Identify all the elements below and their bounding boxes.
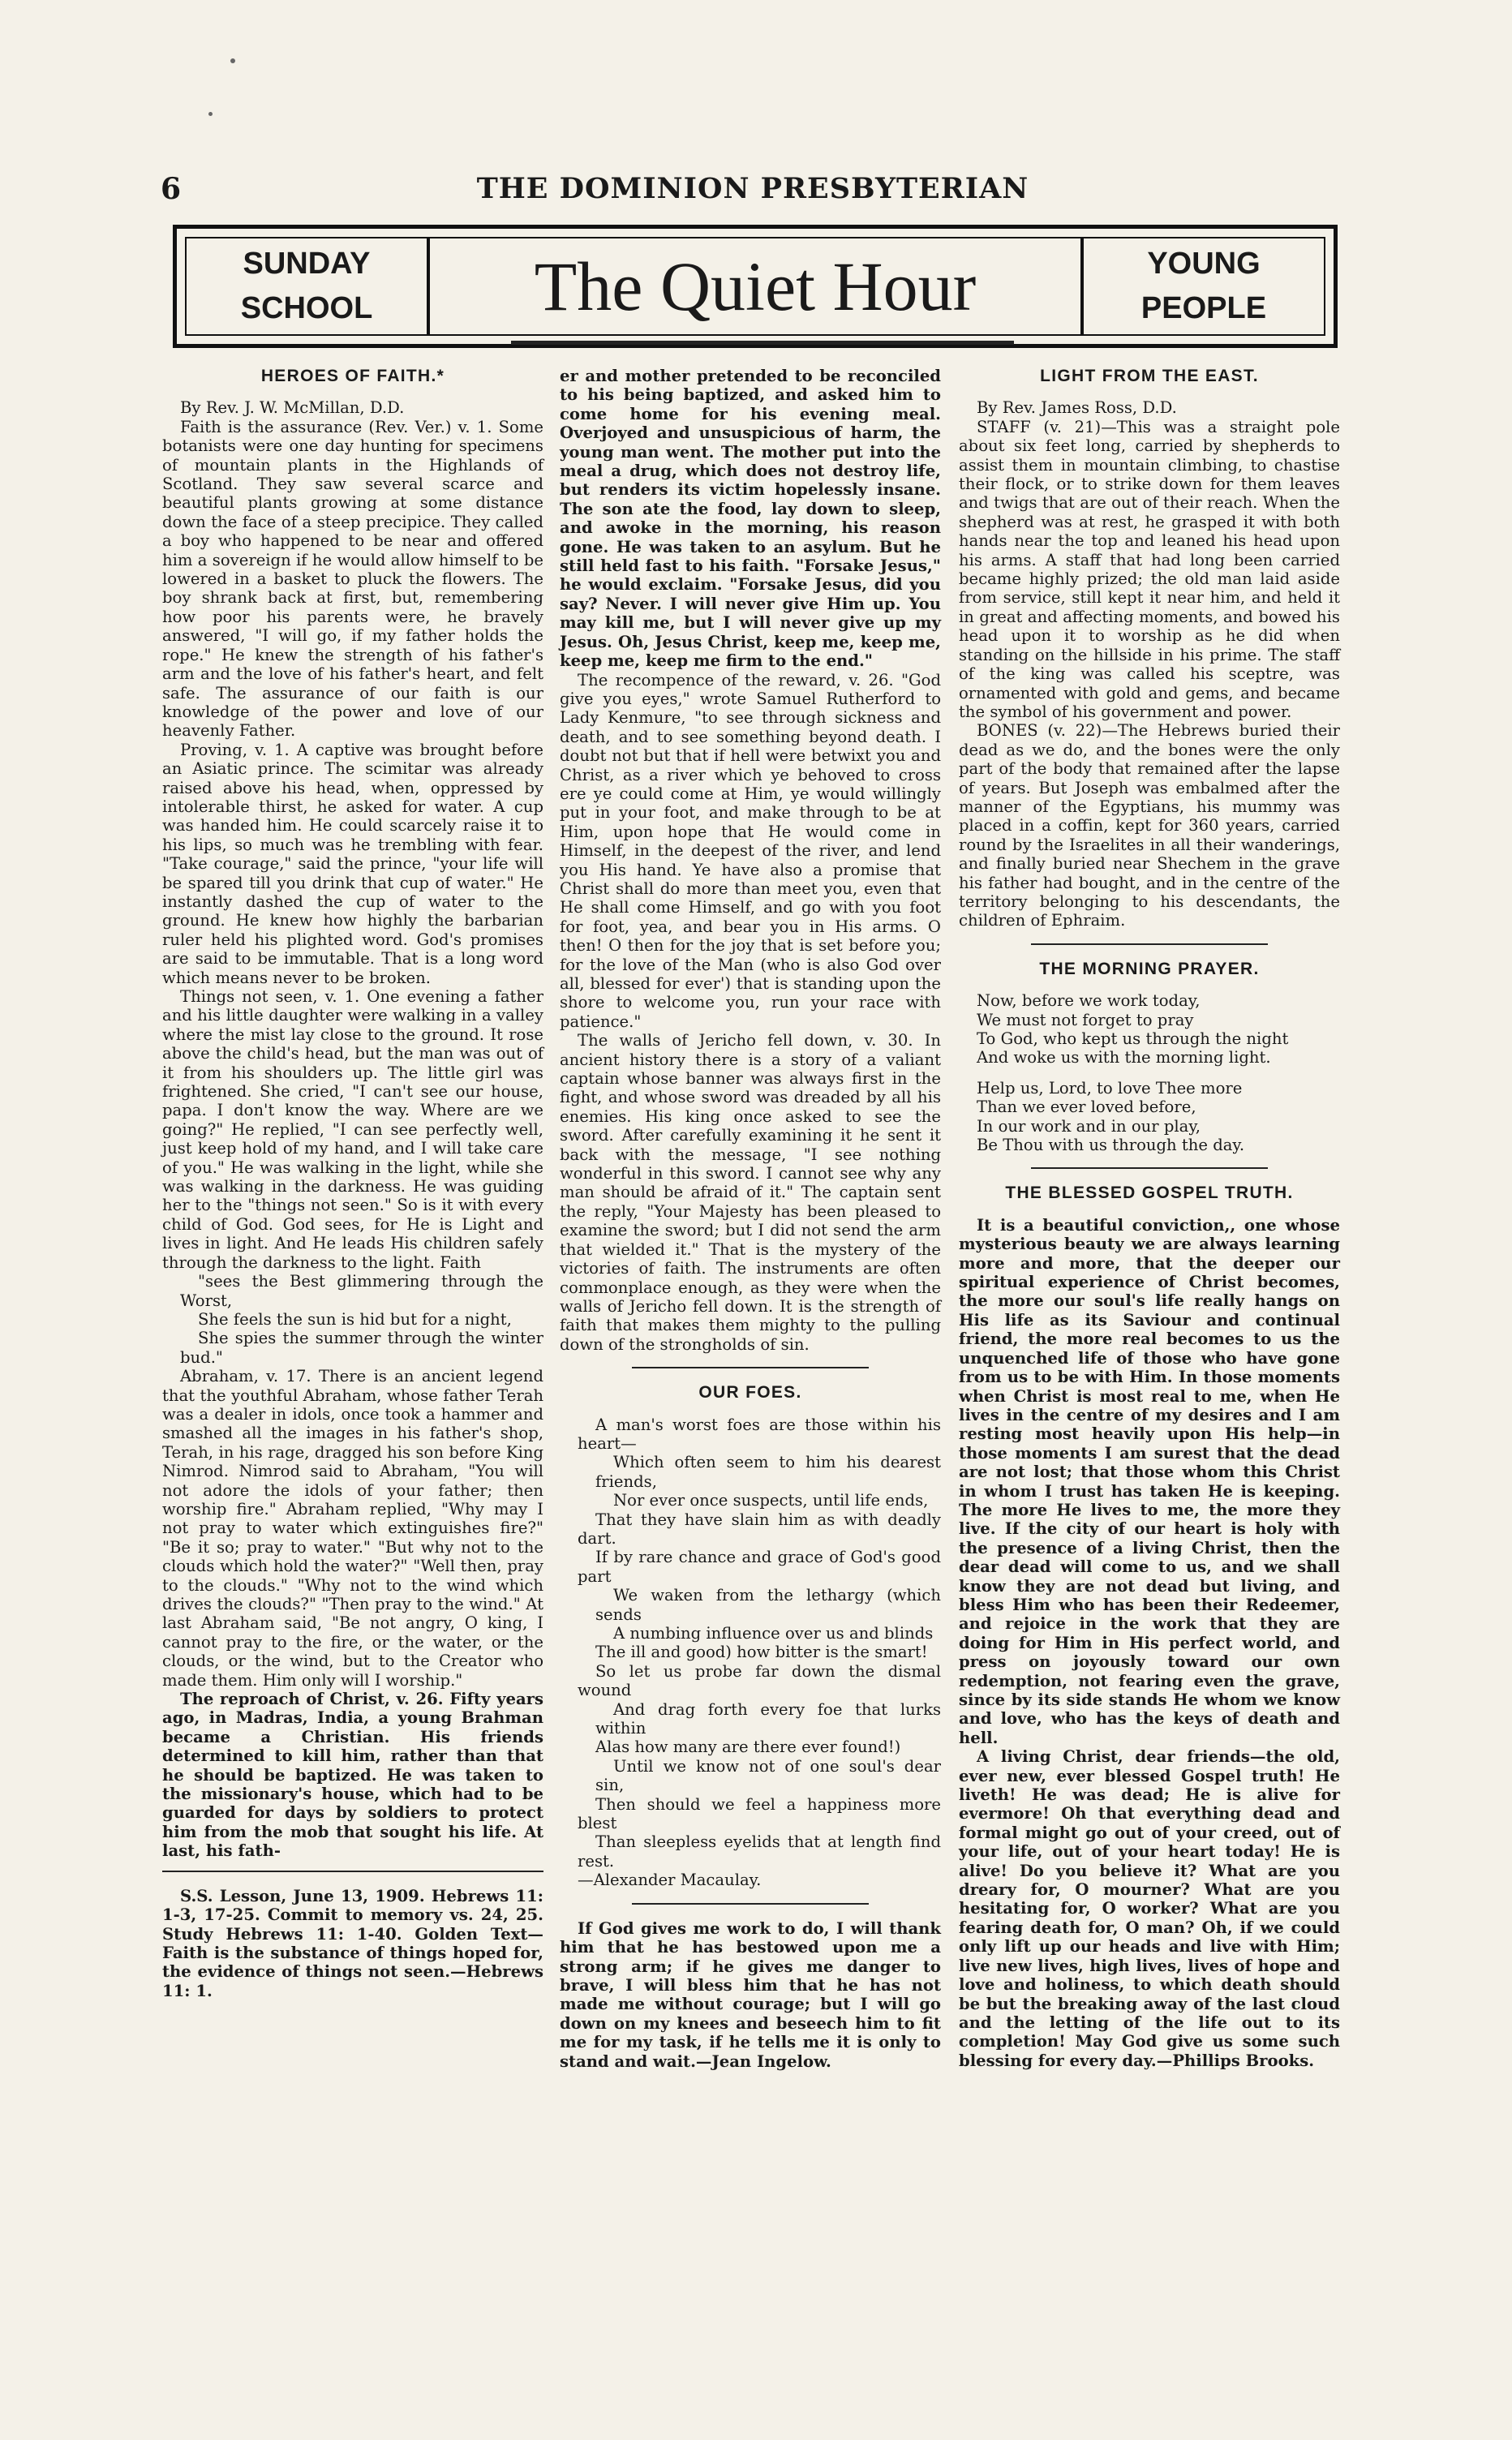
heroes-paragraph: The walls of Jericho fell down, v. 30. In ancient history there is a story of a valiant captain whose banner was always first in the fight, and whose sword was dreaded by all his enemies. His king once asked to see the sword. After carefully examining it he sent it back with the message, "I see nothing wonderful in this sword. I cannot see why any man should be afraid of it." The captain sent the reply, "Your Majesty has been pleased to examine the sword; but I did not send the arm that wielded it." That is the mystery of the victories of faith. The instruments are often commonplace enough, as they were when the walls of Jericho fell down. It is the strength of faith that makes them mighty to the pulling down of the strongholds of sin.: [560, 1031, 941, 1354]
poem-line: Until we know not of one soul's dear sin,: [595, 1756, 941, 1795]
column-1: [162, 367, 543, 2000]
lesson-note: S.S. Lesson, June 13, 1909. Hebrews 11: 1-3, 17-25. Commit to memory vs. 24, 25. Study Hebrews 11: 1-40. Golden Text—Faith is the substance of things hoped for, the evidence of things not seen.—Hebrews 11: 1.: [162, 1886, 543, 2000]
poem-line: We waken from the lethargy (which sends: [595, 1586, 941, 1624]
prayer-line: Be Thou with us through the day.: [977, 1136, 1245, 1155]
divider: [632, 1903, 868, 1905]
heroes-heading: HEROES OF FAITH.*: [260, 367, 445, 385]
prayer-line: Than we ever loved before,: [977, 1098, 1196, 1117]
running-head: [161, 172, 1345, 213]
poem-author: —Alexander Macaulay.: [578, 1871, 762, 1890]
light-byline: By Rev. James Ross, D.D.: [977, 398, 1177, 418]
prayer-line: We must not forget to pray: [977, 1010, 1194, 1029]
light-paragraph: STAFF (v. 21)—This was a straight pole about six feet long, carried by shepherds to assist them in mountain climbing, to chastise their flock, or to strike down for them leaves and twigs that are out of their reach. When the shepherd was at rest, he grasped it with both hands near the top and leaned his head upon his arms. A staff that had long been carried became highly prized; the old man laid aside from service, still kept it near him, and held it in great and affecting moments, and bowed his head upon it to worship as he did when standing on the hillside in his prime. The staff of the king was called his sceptre, was ornamented with gold and gems, and became the symbol of his government and power.: [959, 417, 1340, 721]
poem-line: So let us probe far down the dismal wound: [578, 1661, 941, 1700]
banner-left-line1: SUNDAY: [243, 246, 371, 281]
poem-line: Alas how many are there ever found!): [595, 1738, 901, 1757]
heroes-paragraph: er and mother pretended to be reconciled to his being baptized, and asked him to come home for his evening meal. Overjoyed and unsuspicious of harm, the young man went. The mother put into the meal a drug, which does not destroy life, but renders its victim hopelessly insane. The son ate the food, lay down to sleep, and awoke in the morning, his reason gone. He was taken to an asylum. But he still held fast to his faith. "Forsake Jesus," he would exclaim. "Forsake Jesus, did you say? Never. I will never give Him up. You may kill me, but I will never give up my Jesus. Oh, Jesus Christ, keep me, keep me, keep me, keep me firm to the end.": [560, 367, 941, 671]
banner-underline: [511, 341, 1014, 345]
poem-line: That they have slain him as with deadly dart.: [578, 1510, 941, 1548]
heroes-paragraph: Things not seen, v. 1. One evening a father and his little daughter were walking in a valley where the mist lay close to the ground. It rose above the child's head, but the man was out of it from his shoulders up. The little girl was frightened. She cried, "I can't see our house, papa. I don't know the way. Where are we going?" He replied, "I can see perfectly well, just keep hold of my hand, and I will take care of you." He was walking in the light, while she was walking in the darkness. He was guiding her to the "things not seen." So is it with every child of God. God sees, for He is Light and lives in light. And He leads His children safely through the darkness to the light. Faith: [162, 987, 543, 1272]
heroes-paragraph: The recompence of the reward, v. 26. "God give you eyes," wrote Samuel Rutherford to Lady Kenmure, "to see through sickness and death, and to see something beyond death. I doubt not but that if hell were betwixt you and Christ, as a river which ye behoved to cross ere ye could come at Him, ye would willingly put in your foot, and make through to be at Him, upon hope that He would come in Himself, in the deepest of the river, and lend you His hand. Ye have also a promise that Christ shall do more than meet you, even that He shall come Himself, and go with you foot for foot, yea, and bear you in His arms. O then! O then for the joy that is set before you; for the love of the Man (who is also God over all, blessed for ever') that is standing upon the shore to welcome you, run your race with patience.": [560, 670, 941, 1031]
poem-line: Then should we feel a happiness more blest: [578, 1794, 941, 1833]
gospel-paragraph: A living Christ, dear friends—the old, ever new, ever blessed Gospel truth! He liveth! He was dead; He is alive for evermore! Oh that everything dead and formal might go out of your creed, out of your life, out of your heart today! He is alive! Do you believe it? What are you dreary for, O mourner? What are you hesitating for, O worker? What are you fearing death for, O man? Oh, if we could only lift up our heads and live with Him; live new lives, high lives, lives of hope and love and holiness, to which death should be but the breaking away of the last cloud and the letting of the life out to its completion! May God give us some such blessing for every day.—Phillips Brooks.: [959, 1747, 1340, 2070]
young-people-box: [1080, 238, 1324, 334]
heroes-paragraph: Faith is the assurance (Rev. Ver.) v. 1. Some botanists were one day hunting for specimens of mountain plants in the Highlands of Scotland. They saw several scarce and beautiful plants growing at some distance down the face of a steep precipice. They called a boy who happened to be near and offered him a sovereign if he would allow himself to be lowered in a basket to pluck the flowers. The boy shrank back at first, but, remembering how poor his parents were, he bravely answered, "I will go, if my father holds the rope." He knew the strength of his father's arm and the love of his father's heart, and felt safe. The assurance of our faith is our knowledge of the power and love of our heavenly Father.: [162, 417, 543, 741]
divider: [162, 1871, 543, 1872]
gospel-heading: THE BLESSED GOSPEL TRUTH.: [1005, 1183, 1294, 1203]
poem-line: A numbing influence over us and blinds: [613, 1624, 934, 1643]
poem-line: And drag forth every foe that lurks within: [595, 1699, 941, 1738]
section-banner: [173, 225, 1338, 348]
page-number: 6: [161, 172, 182, 206]
divider: [1031, 943, 1267, 945]
ingelow-quote: If God gives me work to do, I will thank him that he has bestowed upon me a strong arm; if he gives me danger to brave, I will bless him that he has not made me without courage; but I will go down on my knees and beseech him to fit me for my task, if he tells me it is only to stand and wait.—Jean Ingelow.: [560, 1918, 941, 2071]
light-paragraph: BONES (v. 22)—The Hebrews buried their dead as we do, and the bones were the only part of the body that remained after the lapse of years. But Joseph was embalmed after the manner of the Egyptians, his mummy was placed in a coffin, kept for 360 years, carried round by the Israelites in all their wanderings, and finally buried near Shechem in the grave his father had bought, and in the centre of the territory belonging to his descendants, the children of Ephraim.: [959, 721, 1340, 930]
prayer-line: To God, who kept us through the night: [977, 1029, 1289, 1048]
gospel-paragraph: It is a beautiful conviction,, one whose mysterious beauty we are always learning more and more, that the deeper our spiritual experience of Christ becomes, the more our soul's life really hangs on His life as its Saviour and continual friend, the more real becomes to us the unquenched life of those who have gone from us to be with Him. In those moments when Christ is most real to me, when He lives in the centre of my desires and I am resting most heavily upon His help—in those moments I am surest that the dead are not lost; that those whom this Christ in whom I trust has taken He is keeping. The more He lives to me, the more they live. If the city of our heart is holy with the presence of a living Christ, then the dear dead will come to us, and we shall know they are not dead but living, and bless Him who has been their Redeemer, and rejoice in the work that they are doing for Him in His perfect world, and press on joyously toward our own redemption, not fearing even the grave, since by its side stands He whom we know and love, who has the keys of death and hell.: [959, 1215, 1340, 1747]
prayer-line: And woke us with the morning light.: [977, 1048, 1271, 1068]
foes-heading: OUR FOES.: [698, 1383, 802, 1403]
stanza-gap: [959, 1068, 1340, 1079]
heroes-paragraph: Proving, v. 1. A captive was brought before an Asiatic prince. The scimitar was already raised above his head, when, oppressed by intolerable thirst, he asked for water. A cup was handed him. He could scarcely raise it to his lips, so much was he trembling with fear. "Take courage," said the prince, "your life will be spared till you drink that cup of water." He instantly dashed the cup of water to the ground. He knew how highly the barbarian ruler held his plighted word. God's promises are said to be immutable. That is a long word which means never to be broken.: [162, 740, 543, 987]
banner-left-line2: SCHOOL: [240, 291, 373, 325]
poem-line: Nor ever once suspects, until life ends,: [613, 1491, 929, 1510]
heroes-paragraph: Abraham, v. 17. There is an ancient legend that the youthful Abraham, whose father Terah was a dealer in idols, once took a hammer and smashed all the images in his father's shop, Terah, in his rage, dragged his son before King Nimrod. Nimrod said to Abraham, "You will not adore the idols of your father; then worship fire." Abraham replied, "Why may I not pray to water which extinguishes fire?" "Be it so; pray to water." "But why not to the clouds which hold the water?" "Well then, pray to the clouds." "Why not to the wind which drives the clouds?" "Then pray to the wind." At last Abraham said, "Be not angry, O king, I cannot pray to the fire, or the water, or the clouds, or the wind, but to the Creator who made them. Him only will I worship.": [162, 1367, 543, 1690]
light-heading: LIGHT FROM THE EAST.: [1040, 367, 1259, 385]
specks: [230, 58, 235, 63]
sunday-school-box: [187, 238, 430, 334]
prayer-heading: THE MORNING PRAYER.: [1039, 959, 1260, 978]
prayer-line: Now, before we work today,: [977, 991, 1201, 1011]
prayer-line: In our work and in our play,: [977, 1116, 1201, 1136]
poem-line: Than sleepless eyelids that at length find rest.: [578, 1832, 941, 1871]
poem-line: The ill and good) how bitter is the smart!: [595, 1643, 928, 1662]
heroes-paragraph: The reproach of Christ, v. 26. Fifty years ago, in Madras, India, a young Brahman became a Christian. His friends determined to kill him, rather than that he should be baptized. He was taken to the missionary's house, which had to be guarded for days by soldiers to protect him from the mob that sought his life. At last, his fath-: [162, 1690, 543, 1861]
heroes-byline: By Rev. J. W. McMillan, D.D.: [180, 398, 405, 418]
quote-line: She feels the sun is hid but for a night,: [198, 1309, 512, 1329]
specks: [208, 112, 213, 116]
banner-frame: [185, 237, 1325, 336]
divider: [1031, 1167, 1267, 1169]
poem-line: A man's worst foes are those within his heart—: [578, 1415, 941, 1453]
quote-line: She spies the summer through the winter bud.": [180, 1329, 543, 1367]
poem-line: If by rare chance and grace of God's good part: [578, 1548, 941, 1586]
banner-right-line1: YOUNG: [1147, 246, 1261, 281]
prayer-line: Help us, Lord, to love Thee more: [977, 1078, 1243, 1098]
banner-title: The Quiet Hour: [534, 247, 977, 325]
column-3: [959, 367, 1340, 2070]
column-2: [560, 367, 941, 2071]
journal-title: THE DOMINION PRESBYTERIAN: [476, 172, 1029, 205]
divider: [632, 1367, 868, 1368]
quote-line: "sees the Best glimmering through the Worst,: [180, 1272, 543, 1310]
poem-line: Which often seem to him his dearest friends,: [595, 1453, 941, 1491]
banner-right-line2: PEOPLE: [1140, 291, 1267, 325]
